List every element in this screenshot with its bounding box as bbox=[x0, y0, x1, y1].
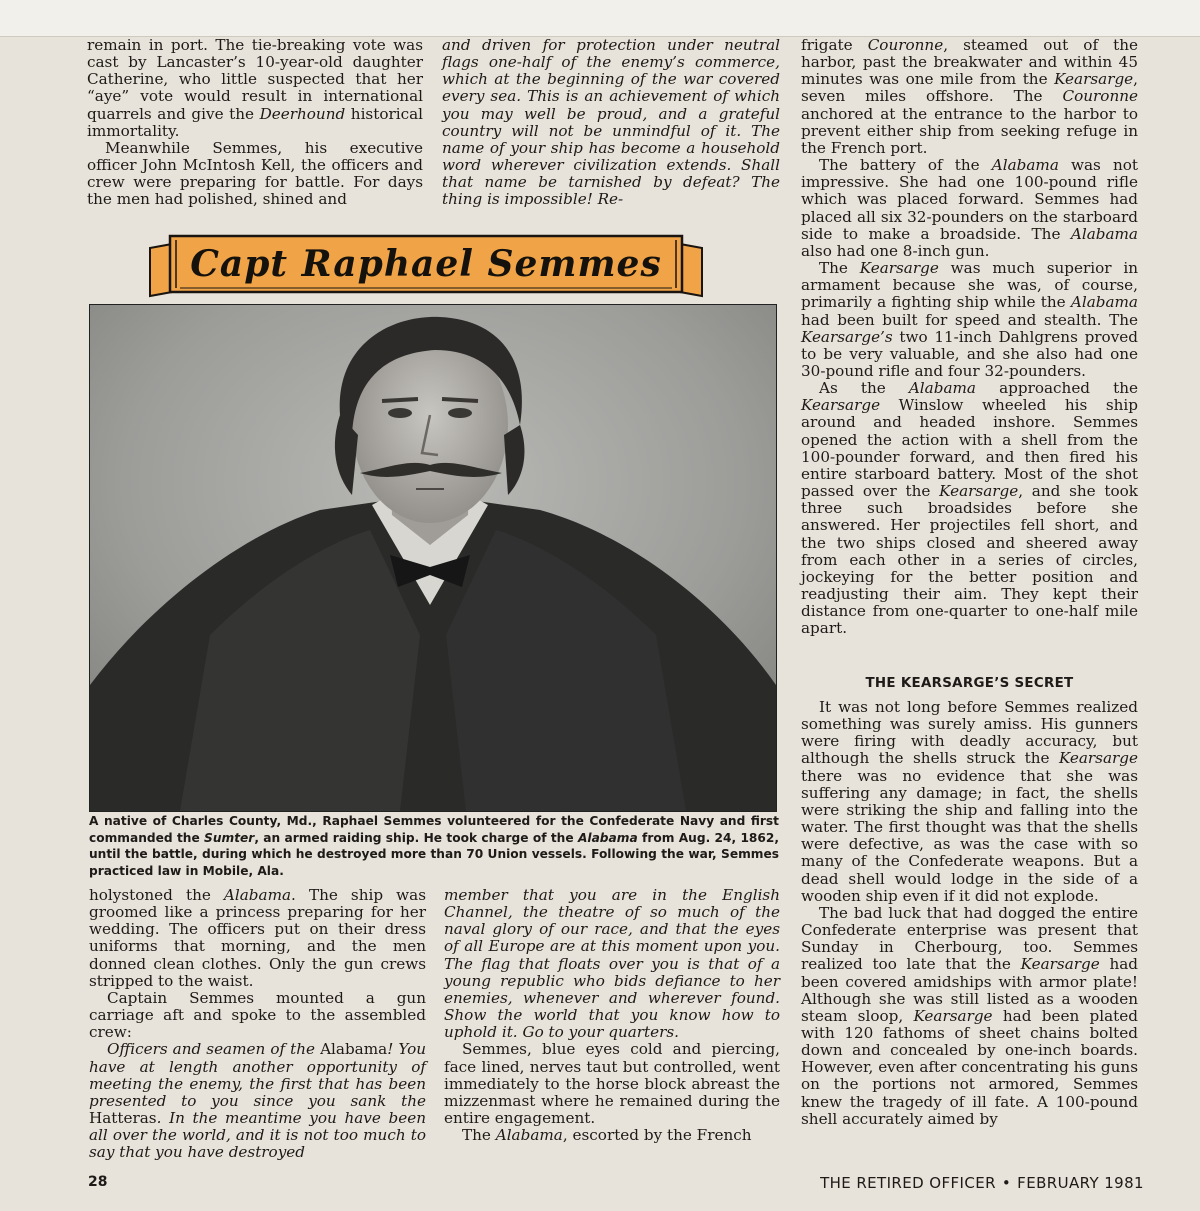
article-column-1 bbox=[87, 37, 423, 209]
article-column-3 bbox=[801, 37, 1138, 637]
banner-title: Capt Raphael Semmes bbox=[190, 243, 662, 285]
page-top-edge bbox=[0, 0, 1200, 37]
ship-name: Sumter bbox=[204, 830, 255, 845]
speech-paragraph: and driven for protection under neutral flags one-half of the enemy’s commerce, which at the beginning of the war covered every sea. This is an achievement of which you may well be proud, and a grateful country will not be unmindful of it. The name of your ship has become a household word wherever civilization extends. Shall that name be tarnished by defeat? The thing is impossible! Re- bbox=[442, 36, 780, 209]
text-run: remain in port. The tie-breaking vote was cast by Lancaster’s 10-year-old daughter Catherine, who little suspected that her “aye” vote would result in international quarrels and give the bbox=[87, 36, 423, 123]
paragraph: The Kearsarge was much superior in armament because she was, of course, primarily a fighting ship while the Alabama had been built for speed and stealth. The Kearsarge’s two 11-inch Dahlgrens proved to be very valuable, and she also had one 30-pound rifle and four 32-pounders. bbox=[801, 259, 1139, 380]
paragraph: frigate Couronne, steamed out of the harbor, past the breakwater and within 45 minutes was one mile from the Kearsarge, seven miles offshore. The Couronne anchored at the entrance to the harbor to prevent either ship from seeking refuge in the French port. bbox=[801, 36, 1139, 157]
caption-text: from Aug. 24, 1862, until the battle, during which he destroyed more than 70 Union vessels. Following the war, Semmes practiced law in Mobile, Ala. bbox=[89, 830, 779, 878]
ship-name: Deerhound bbox=[259, 104, 346, 123]
paragraph: holystoned the Alabama. The ship was groomed like a princess preparing for her wedding. The officers put on their dress uniforms that morning, and the men donned clean clothes. Only the gun crews stripped to the waist. bbox=[89, 886, 426, 990]
paragraph: The Alabama, escorted by the French bbox=[462, 1126, 752, 1145]
title-banner bbox=[146, 230, 706, 300]
photo-caption bbox=[89, 813, 779, 879]
caption-text: A native of Charles County, Md., Raphael Semmes volunteered for the Confederate Navy and first commanded the bbox=[89, 814, 779, 845]
speech-paragraph: member that you are in the English Channel, the theatre of so much of the naval glory of our race, and that the eyes of all Europe are at this moment upon you. The flag that floats over you is that of a young republic who bids defiance to her enemies, whenever and wherever found. Show the world that you know how to uphold it. Go to your quarters. bbox=[444, 886, 780, 1042]
publication-name: THE RETIRED OFFICER bbox=[820, 1174, 996, 1192]
ship-name: Alabama bbox=[577, 830, 638, 845]
issue-date: FEBRUARY 1981 bbox=[1017, 1174, 1144, 1192]
page-number: 28 bbox=[88, 1174, 108, 1190]
paragraph: The battery of the Alabama was not impressive. She had one 100-pound rifle which was placed forward. Semmes had placed all six 32-pounders on the starboard side to make a broadside. The Alabama also had one 8-inch gun. bbox=[801, 156, 1138, 260]
paragraph: Captain Semmes mounted a gun carriage aft and spoke to the assembled crew: bbox=[89, 988, 426, 1042]
article-column-2 bbox=[442, 37, 780, 209]
section-subhead: THE KEARSARGE’S SECRET bbox=[865, 676, 1074, 691]
paragraph: It was not long before Semmes realized something was surely amiss. His gunners were firing with deadly accuracy, but although the shells struck the Kearsarge there was no evidence that she was suffering any damage; in fact, the shells were striking the ship and falling into the water. The first thought was that the shells were defective, as was the case with so many of the Confederate weapons. But a dead shell would lodge in the side of a wooden ship even if it did not explode. bbox=[801, 698, 1138, 905]
running-footer bbox=[748, 1174, 1144, 1192]
bullet-separator: • bbox=[1001, 1174, 1012, 1192]
paragraph: As the Alabama approached the Kearsarge Winslow wheeled his ship around and headed inshore. Semmes opened the action with a shell from the 100-pounder forward, and then fired his entire starboard battery. Most of the shot passed over the Kearsarge, and she took three such broadsides before she answered. Her projectiles fell short, and the two ships closed and sheered away from each other in a series of circles, jockeying for the better position and readjusting their aim. They kept their distance from one-quarter to one-half mile apart. bbox=[801, 379, 1138, 638]
portrait-photo bbox=[89, 304, 777, 812]
caption-text: , an armed raiding ship. He took charge of the bbox=[254, 830, 578, 845]
speech-paragraph: Officers and seamen of the Alabama! You have at length another opportunity of meeting the enemy, the first that has been presented to you since you sank the Hatteras. In the meantime you have been all over the world, and it is not too much to say that you have destroyed bbox=[89, 1040, 426, 1162]
paragraph: Semmes, blue eyes cold and piercing, face lined, nerves taut but controlled, went immediately to the horse block abreast the mizzenmast where he remained during the entire engagement. bbox=[444, 1040, 780, 1128]
article-column-3-continued bbox=[801, 699, 1138, 1128]
article-column-5 bbox=[444, 887, 780, 1144]
article-column-4 bbox=[89, 887, 426, 1162]
paragraph: Meanwhile Semmes, his executive officer John McIntosh Kell, the officers and crew were preparing for battle. For days the men had polished, shined and bbox=[87, 138, 423, 209]
paragraph: The bad luck that had dogged the entire Confederate enterprise was present that Sunday in Cherbourg, too. Semmes realized too late that the Kearsarge had been covered amidships with armor plate! Although she was still listed as a wooden steam sloop, Kearsarge had been plated with 120 fathoms of sheet chains bolted down and concealed by one-inch boards. However, even after concentrating his guns on the portions not armored, Semmes knew the tragedy of ill fate. A 100-pound shell accurately aimed by bbox=[801, 903, 1138, 1128]
text-run: historical immortality. bbox=[87, 104, 424, 140]
